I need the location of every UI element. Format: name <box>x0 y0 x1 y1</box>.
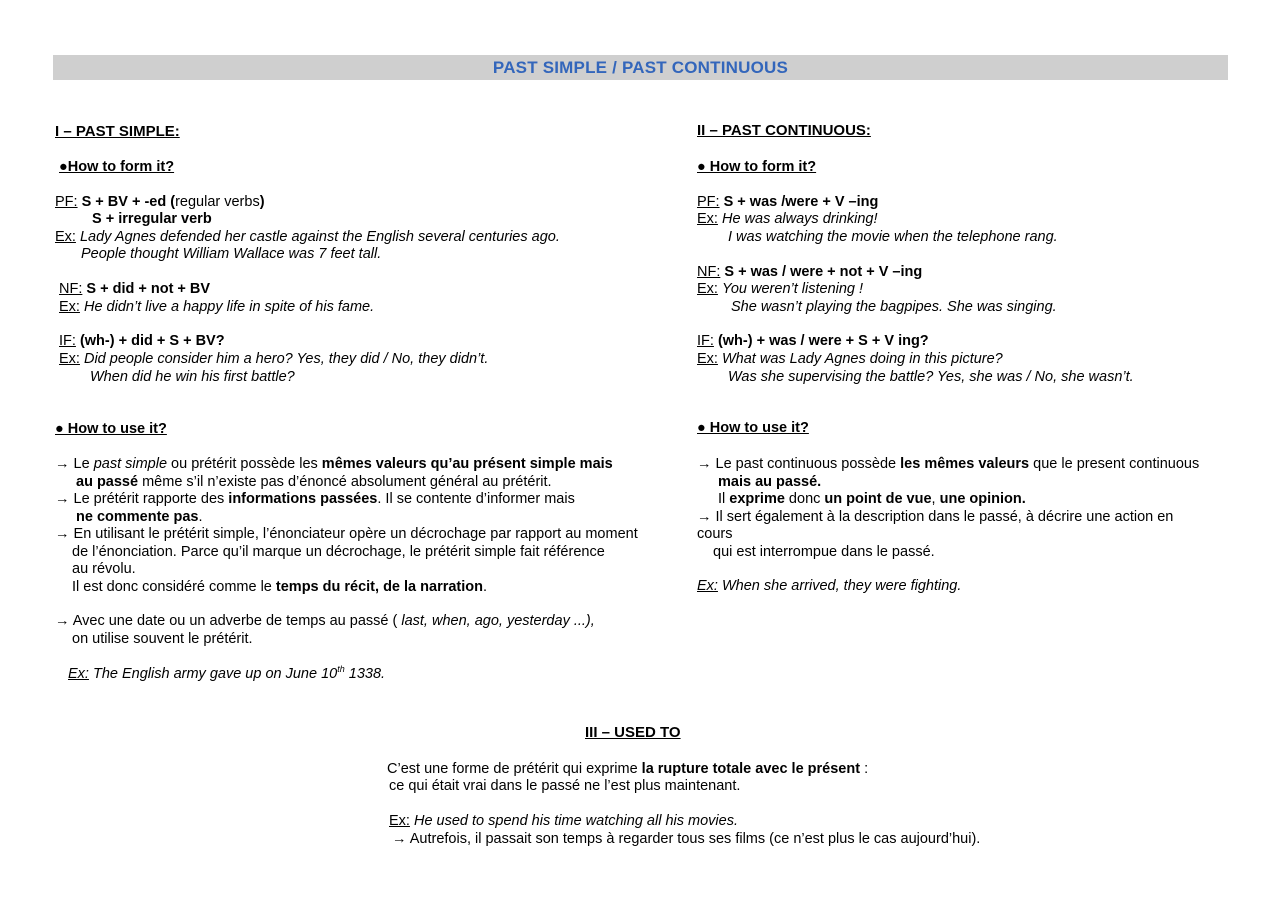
past-simple-use-3-line-3: au révolu. <box>72 561 136 577</box>
past-continuous-use-example: Ex: When she arrived, they were fighting. <box>697 578 962 594</box>
past-continuous-pf-example-1: Ex: He was always drinking! <box>697 211 878 227</box>
past-simple-use-example: Ex: The English army gave up on June 10th 1338. <box>68 664 386 682</box>
past-simple-use-heading: ● How to use it? <box>55 421 167 437</box>
past-simple-nf-example: Ex: He didn’t live a happy life in spite of his fame. <box>59 299 375 315</box>
past-continuous-heading: II – PAST CONTINUOUS: <box>697 122 871 139</box>
past-simple-if-line: IF: (wh-) + did + S + BV? <box>59 333 225 349</box>
past-simple-use-4-line-2: on utilise souvent le prétérit. <box>72 631 253 647</box>
used-to-definition-2: ce qui était vrai dans le passé ne l’est plus maintenant. <box>389 778 741 794</box>
past-continuous-use-2-line-2: cours <box>697 526 733 542</box>
past-simple-use-3-line-2: de l’énonciation. Parce qu’il marque un décrochage, le prétérit simple fait référence <box>72 544 605 560</box>
past-continuous-if-line: IF: (wh-) + was / were + S + V ing? <box>697 333 929 349</box>
past-simple-use-3-line-1: → En utilisant le prétérit simple, l’énonciateur opère un décrochage par rapport au moment <box>55 526 638 542</box>
past-continuous-if-example-1: Ex: What was Lady Agnes doing in this picture? <box>697 351 1003 367</box>
past-continuous-pf-example-2: I was watching the movie when the telephone rang. <box>728 229 1058 245</box>
past-simple-use-1: → Le past simple ou prétérit possède les mêmes valeurs qu’au présent simple mais <box>55 456 613 472</box>
past-continuous-if-example-2: Was she supervising the battle? Yes, she was / No, she wasn’t. <box>728 369 1134 385</box>
past-continuous-use-2-line-3: qui est interrompue dans le passé. <box>713 544 935 560</box>
past-continuous-use-1-opinion: Il exprime donc un point de vue, une opinion. <box>718 491 1026 507</box>
used-to-translation: → Autrefois, il passait son temps à regarder tous ses films (ce n’est plus le cas aujourd’hui). <box>392 831 981 847</box>
page-title: PAST SIMPLE / PAST CONTINUOUS <box>53 55 1228 80</box>
past-simple-pf-irregular: S + irregular verb <box>92 211 212 227</box>
past-continuous-nf-line: NF: S + was / were + not + V –ing <box>697 264 923 280</box>
past-continuous-use-heading: ● How to use it? <box>697 420 809 436</box>
used-to-example: Ex: He used to spend his time watching all his movies. <box>389 813 738 829</box>
past-continuous-use-1-cont: mais au passé. <box>718 474 822 490</box>
past-simple-use-4-line-1: → Avec une date ou un adverbe de temps au passé ( last, when, ago, yesterday ...), <box>55 613 595 629</box>
used-to-definition-1: C’est une forme de prétérit qui exprime la rupture totale avec le présent : <box>387 761 869 777</box>
past-simple-pf-line: PF: S + BV + -ed (regular verbs) <box>55 194 265 210</box>
past-simple-pf-example-2: People thought William Wallace was 7 feet tall. <box>81 246 382 262</box>
past-continuous-use-2-line-1: → Il sert également à la description dans le passé, à décrire une action en <box>697 509 1174 525</box>
past-continuous-nf-example-1: Ex: You weren’t listening ! <box>697 281 864 297</box>
past-simple-use-2: → Le prétérit rapporte des informations passées. Il se contente d’informer mais <box>55 491 575 507</box>
past-simple-pf-example-1: Ex: Lady Agnes defended her castle against the English several centuries ago. <box>55 229 560 245</box>
past-continuous-form-heading: ● How to form it? <box>697 159 817 175</box>
used-to-heading: III – USED TO <box>585 724 681 741</box>
past-simple-if-example-1: Ex: Did people consider him a hero? Yes, they did / No, they didn’t. <box>59 351 489 367</box>
past-simple-heading: I – PAST SIMPLE: <box>55 123 180 140</box>
past-continuous-pf-line: PF: S + was /were + V –ing <box>697 194 879 210</box>
past-simple-use-1-cont: au passé même s’il n’existe pas d’énoncé absolument général au prétérit. <box>76 474 552 490</box>
past-continuous-use-1: → Le past continuous possède les mêmes valeurs que le present continuous <box>697 456 1200 472</box>
past-simple-form-heading: ●How to form it? <box>59 159 175 175</box>
past-simple-if-example-2: When did he win his first battle? <box>90 369 295 385</box>
past-continuous-nf-example-2: She wasn’t playing the bagpipes. She was singing. <box>731 299 1057 315</box>
past-simple-nf-line: NF: S + did + not + BV <box>59 281 211 297</box>
past-simple-use-3-line-4: Il est donc considéré comme le temps du récit, de la narration. <box>72 579 488 595</box>
past-simple-use-2-cont: ne commente pas. <box>76 509 203 525</box>
